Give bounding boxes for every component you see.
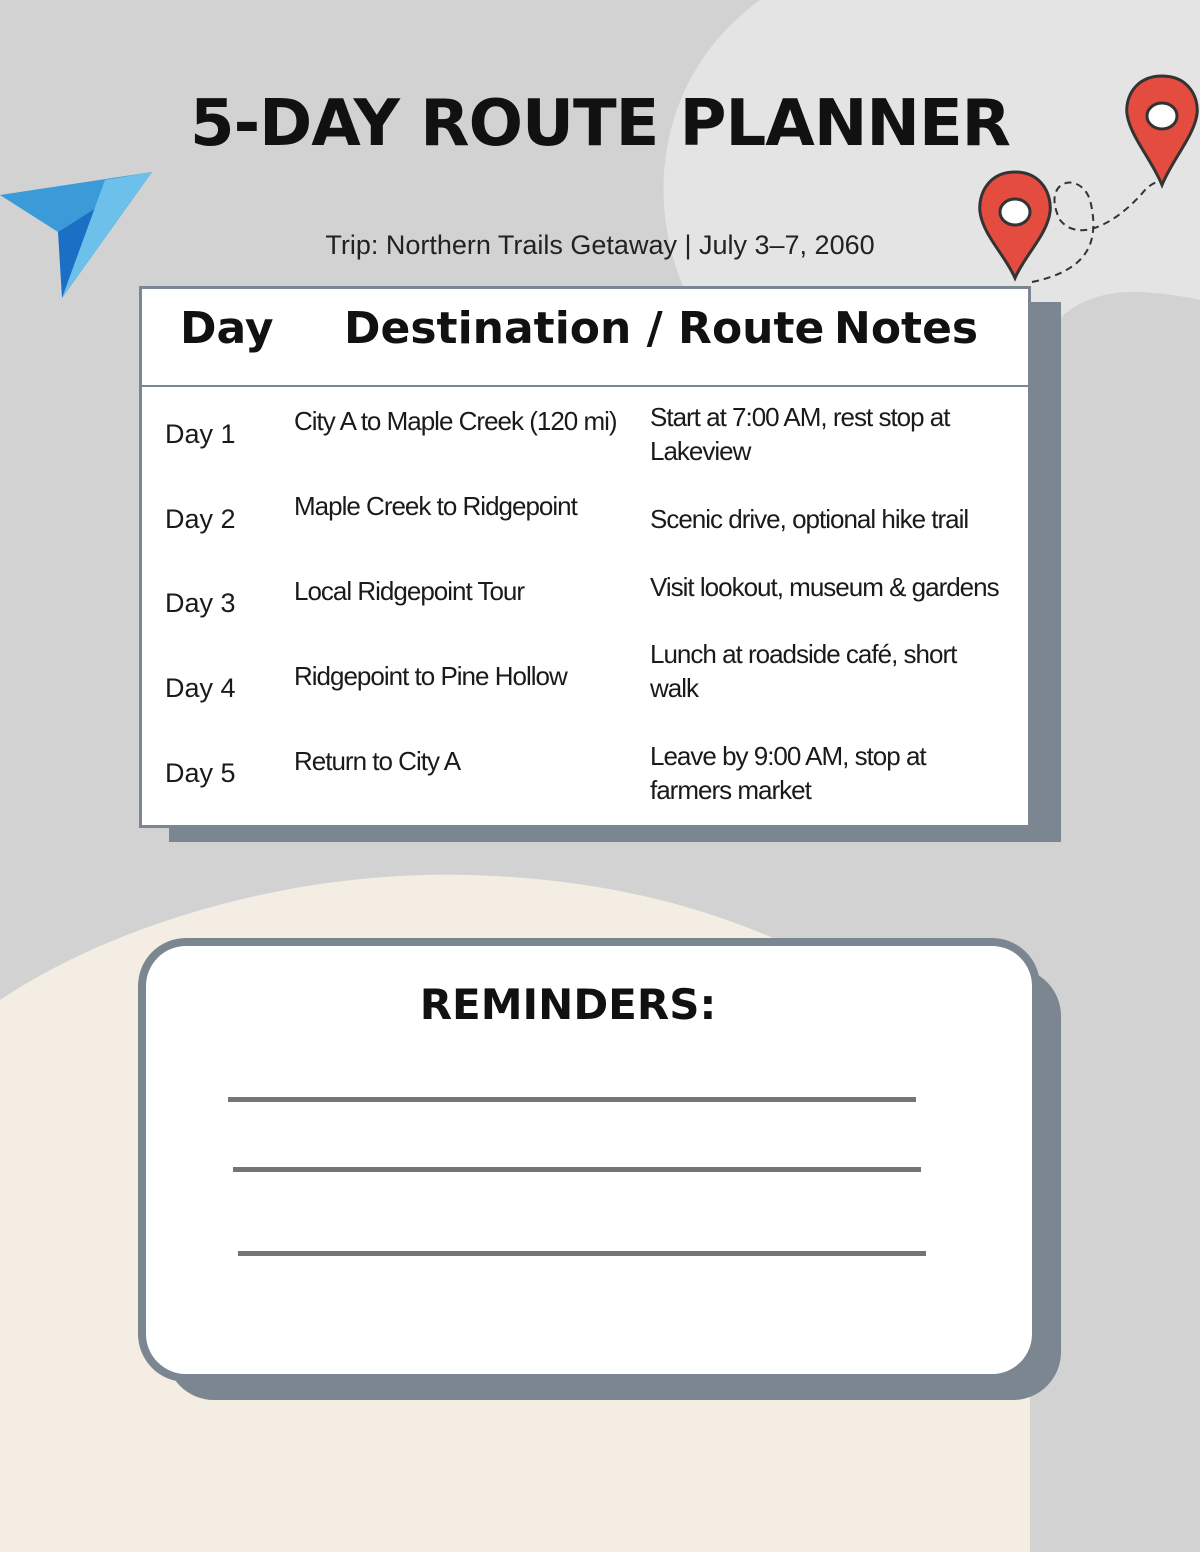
page-title: 5-DAY ROUTE PLANNER	[190, 87, 1010, 161]
reminder-line[interactable]	[238, 1251, 926, 1256]
table-cell-destination: Local Ridgepoint Tour	[294, 576, 525, 606]
table-cell-destination: City A to Maple Creek (120 mi)	[294, 406, 617, 436]
table-cell-day: Day 5	[165, 758, 236, 788]
table-cell-notes: Leave by 9:00 AM, stop at farmers market	[650, 741, 926, 805]
header-divider	[142, 385, 1028, 387]
table-cell-day: Day 1	[165, 419, 236, 449]
map-pin-icon	[980, 172, 1050, 278]
table-cell-destination: Maple Creek to Ridgepoint	[294, 491, 577, 521]
table-cell-destination: Return to City A	[294, 746, 461, 776]
column-header-notes: Notes	[834, 303, 979, 354]
table-cell-notes: Lunch at roadside café, short walk	[650, 639, 957, 703]
column-header-destination: Destination / Route	[344, 303, 825, 354]
reminders-title: REMINDERS:	[419, 980, 717, 1029]
table-cell-destination: Ridgepoint to Pine Hollow	[294, 661, 567, 691]
table-cell-day: Day 4	[165, 673, 236, 703]
table-cell-notes: Scenic drive, optional hike trail	[650, 504, 969, 534]
reminder-line[interactable]	[233, 1167, 921, 1172]
trip-subtitle: Trip: Northern Trails Getaway | July 3–7, 2060	[325, 230, 875, 260]
table-cell-day: Day 3	[165, 588, 236, 618]
table-cell-notes: Start at 7:00 AM, rest stop at Lakeview	[650, 402, 950, 466]
reminder-line[interactable]	[228, 1097, 916, 1102]
column-header-day: Day	[180, 303, 274, 354]
table-cell-notes: Visit lookout, museum & gardens	[650, 572, 999, 602]
route-table	[139, 286, 1031, 828]
table-cell-day: Day 2	[165, 504, 236, 534]
